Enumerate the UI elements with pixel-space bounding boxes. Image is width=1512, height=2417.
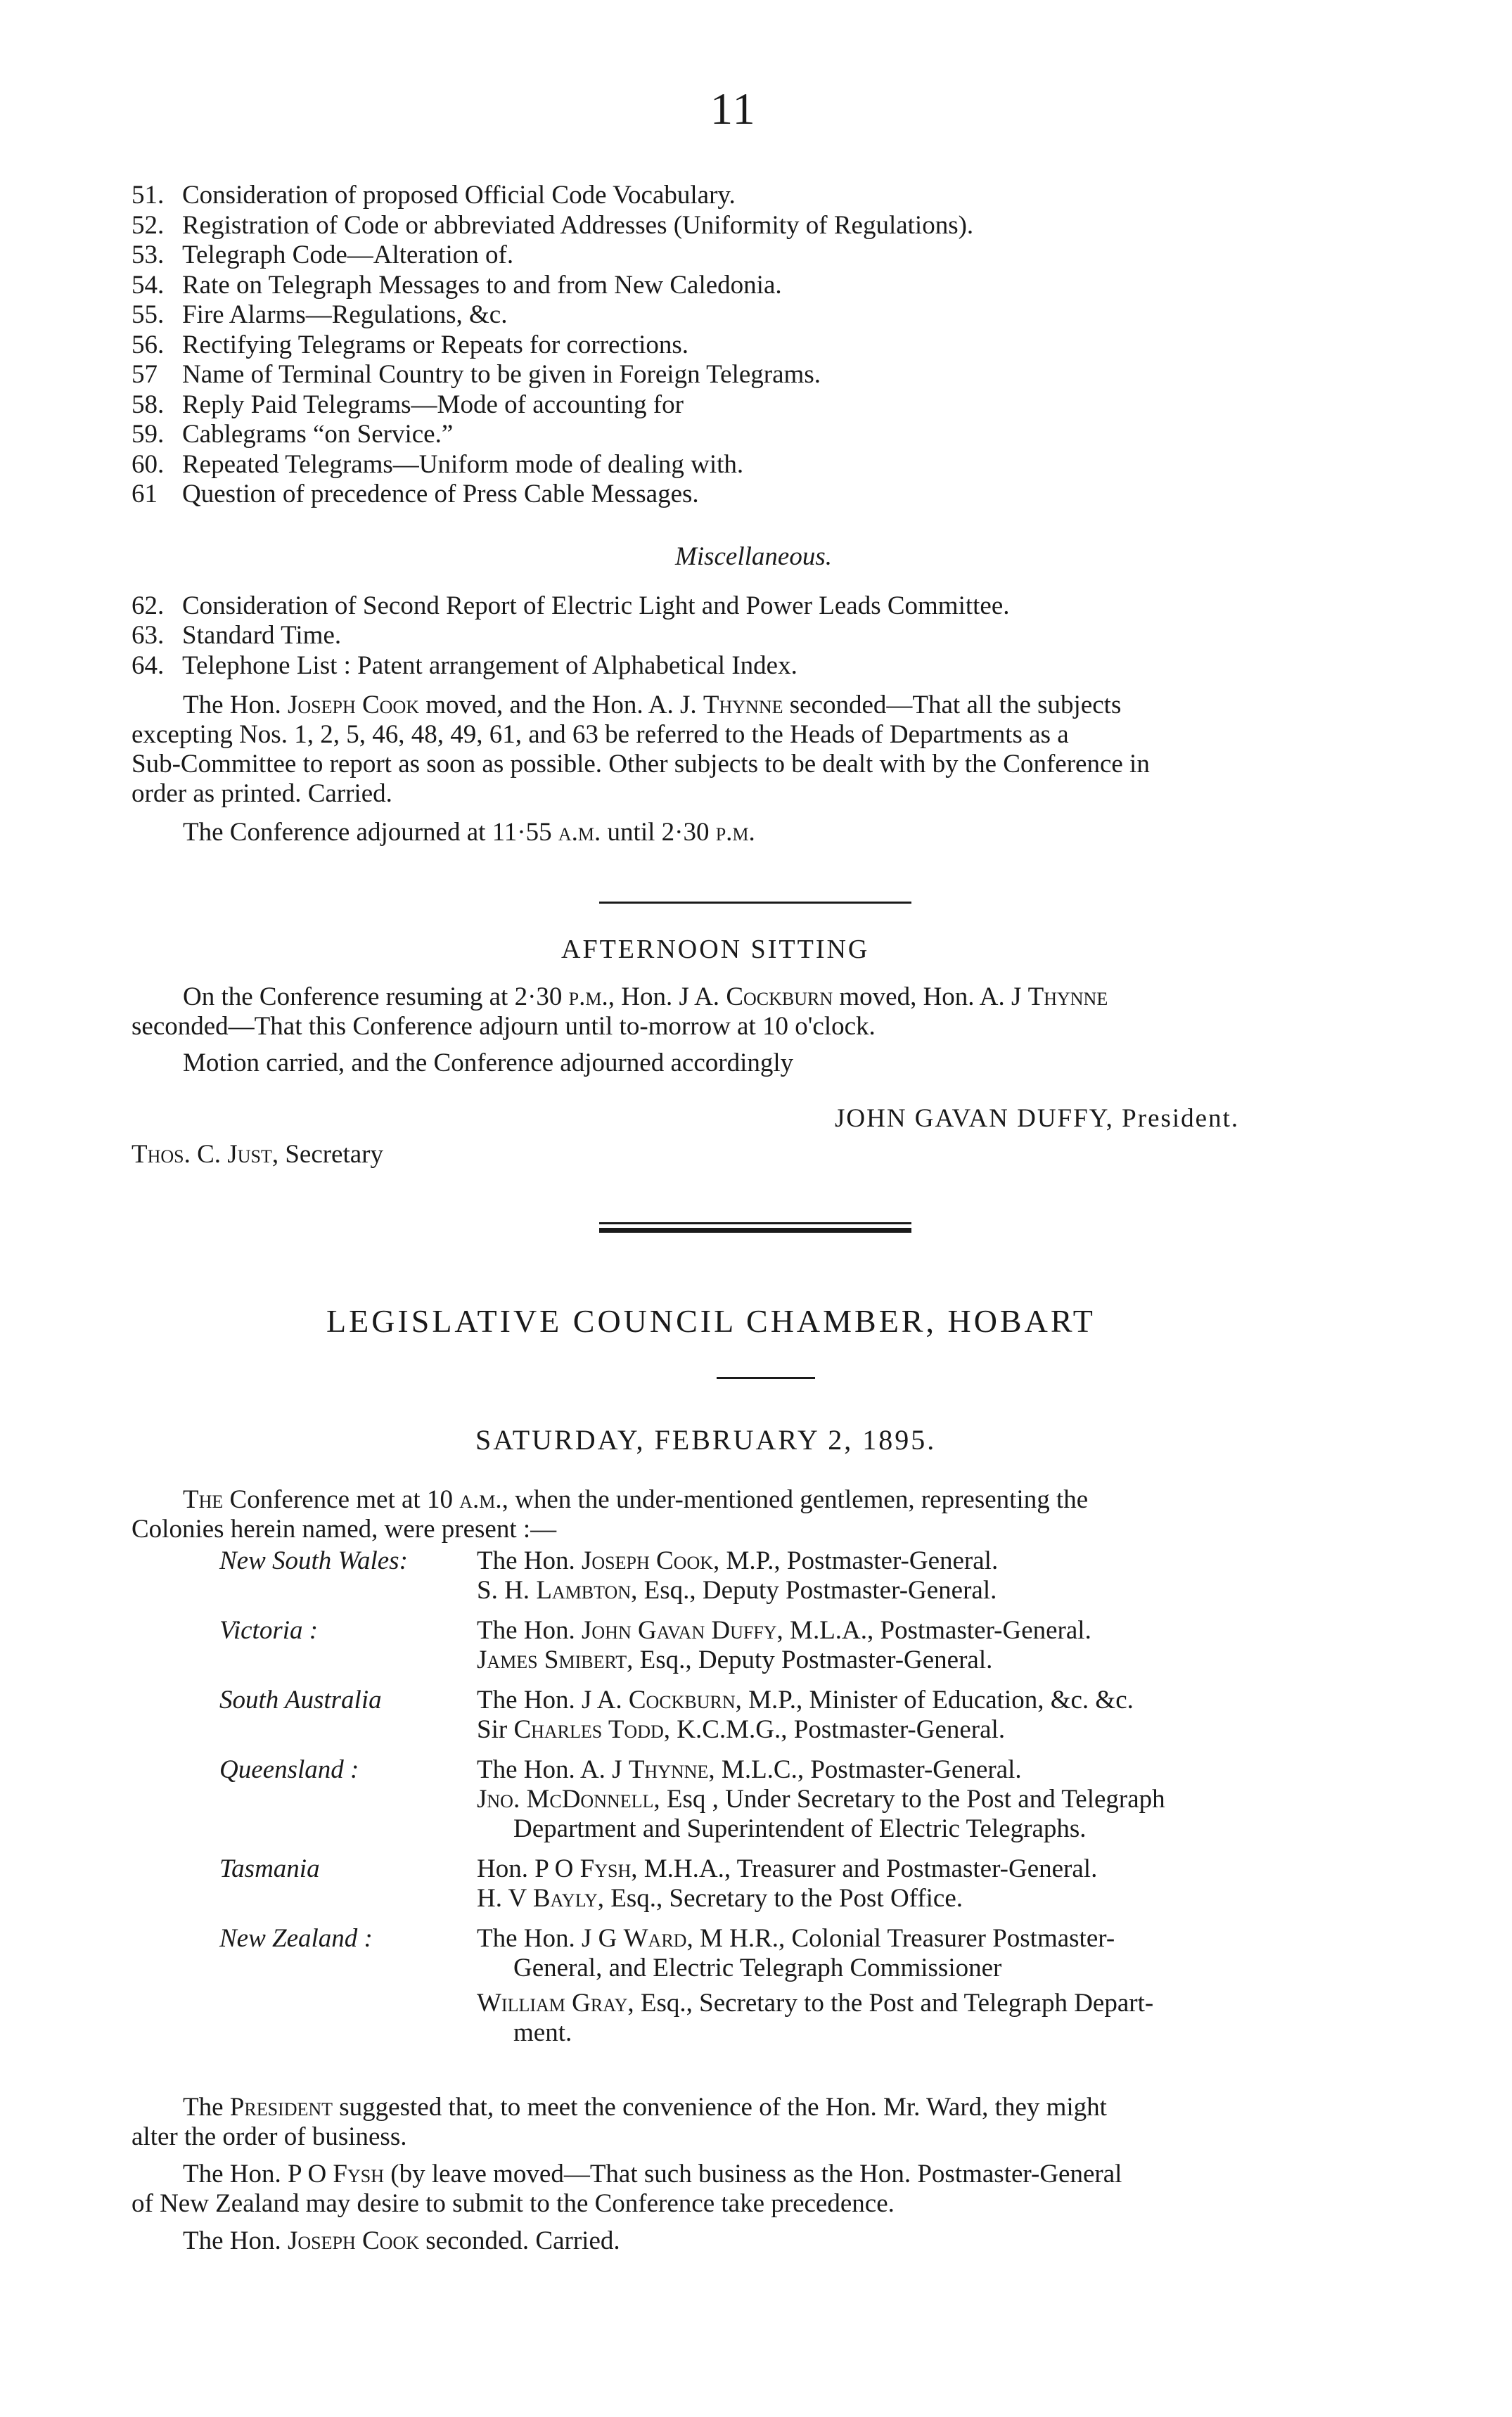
secretary-signature: Thos. C. Just, Secretary (132, 1140, 384, 1169)
colony-label: Tasmania (219, 1854, 320, 1883)
page-number: 11 (710, 84, 757, 134)
delegate-line: The Hon. Joseph Cook, M.P., Postmaster-General. (477, 1546, 999, 1575)
delegate-line: Hon. P O Fysh, M.H.A., Treasurer and Postmaster-General. (477, 1854, 1098, 1883)
delegate-line: H. V Bayly, Esq., Secretary to the Post Office. (477, 1884, 963, 1913)
paragraph-line: The Hon. Joseph Cook moved, and the Hon. A. J. Thynne seconded—That all the subjects (183, 691, 1122, 719)
opening-line: The Conference met at 10 a.m., when the under-mentioned gentlemen, representing the (183, 1485, 1089, 1514)
short-divider (717, 1377, 815, 1379)
date-heading: SATURDAY, FEBRUARY 2, 1895. (475, 1424, 937, 1456)
delegate-line: The Hon. J A. Cockburn, M.P., Minister of Education, &c. &c. (477, 1686, 1134, 1714)
colony-label: New Zealand : (219, 1924, 373, 1953)
delegate-line: James Smibert, Esq., Deputy Postmaster-General. (477, 1646, 993, 1674)
afternoon-line: On the Conference resuming at 2·30 p.m., Hon. J A. Cockburn moved, Hon. A. J Thynne (183, 982, 1108, 1011)
miscellaneous-heading: Miscellaneous. (675, 542, 832, 571)
colony-label: South Australia (219, 1686, 382, 1714)
delegate-line: The Hon. John Gavan Duffy, M.L.A., Postmaster-General. (477, 1616, 1091, 1645)
chamber-heading: LEGISLATIVE COUNCIL CHAMBER, HOBART (326, 1303, 1096, 1339)
president-signature: JOHN GAVAN DUFFY, President. (835, 1104, 1240, 1133)
delegate-line: S. H. Lambton, Esq., Deputy Postmaster-General. (477, 1576, 997, 1605)
colony-label: Victoria : (219, 1616, 319, 1645)
afternoon-line: Motion carried, and the Conference adjourned accordingly (183, 1049, 794, 1077)
closing-line: The President suggested that, to meet the convenience of the Hon. Mr. Ward, they might (183, 2093, 1107, 2122)
double-rule-bottom (599, 1228, 911, 1233)
delegate-line: Sir Charles Todd, K.C.M.G., Postmaster-General. (477, 1715, 1006, 1744)
delegate-line: William Gray, Esq., Secretary to the Post and Telegraph Depart- (477, 1989, 1154, 2018)
section-divider (599, 902, 911, 904)
colony-label: New South Wales: (219, 1546, 408, 1575)
delegate-line: ment. (513, 2018, 572, 2047)
adjournment-line: The Conference adjourned at 11·55 a.m. until 2·30 p.m. (183, 818, 755, 847)
delegate-line: The Hon. A. J Thynne, M.L.C., Postmaster-General. (477, 1755, 1022, 1784)
delegate-line: Department and Superintendent of Electric Telegraphs. (513, 1814, 1087, 1843)
colony-label: Queensland : (219, 1755, 359, 1784)
double-rule-top (599, 1222, 911, 1224)
closing-line: of New Zealand may desire to submit to the Conference take precedence. (132, 2189, 895, 2218)
paragraph-line: order as printed. Carried. (132, 779, 392, 808)
opening-line: Colonies herein named, were present :— (132, 1515, 557, 1544)
closing-line: alter the order of business. (132, 2122, 407, 2151)
closing-line: The Hon. Joseph Cook seconded. Carried. (183, 2226, 620, 2255)
paragraph-line: Sub-Committee to report as soon as possible. Other subjects to be dealt with by the Conference in (132, 750, 1150, 778)
afternoon-sitting-heading: AFTERNOON SITTING (561, 935, 870, 964)
afternoon-line: seconded—That this Conference adjourn until to-morrow at 10 o'clock. (132, 1012, 876, 1041)
delegate-line: The Hon. J G Ward, M H.R., Colonial Treasurer Postmaster- (477, 1924, 1115, 1953)
document-page: 11 51. Consideration of proposed Official Code Vocabulary. 52. Registration of Code or abbreviated Addresses (Uniformity of Regulations). 53. Telegraph Code—Alteration of. 54. Rate on Telegraph Messages to and from New Caledonia. 55. Fire Alarms—Regulations, &c. 56. Rectifying Telegrams or Repeats for corrections. 57 Name of Terminal Country to be given in Foreign Telegrams. 58. Reply Paid Telegrams—Mode of accounting for 59. Cablegrams “on Service.” 60. Repeated Telegrams—Uniform mode of dealing with. 61 Question of precedence of Press Cable Messages. Miscellaneous. 62. Consideration of Second Report of Electric Light and Power Leads Committee. 63. Standard Time. 64. Telephone List : Patent arrangement of Alphabetical Index. The Hon. Joseph Cook moved, and the Hon. A. J. Thynne seconded—That all the subjects excepting Nos. 1, 2, 5, 46, 48, 49, 61, and 63 be referred to the Heads of Departments as a Sub-Committee to report as soon as possible. Other subjects to be dealt with by the Conference in order as printed. Carried. The Conference adjourned at 11·55 a.m. until 2·30 p.m. AFTERNOON SITTING On the Conference resuming at 2·30 p.m., Hon. J A. Cockburn moved, Hon. A. J Thynne seconded—That this Conference adjourn until to-morrow at 10 o'clock. Motion carried, and the Conference adjourned accordingly JOHN GAVAN DUFFY, President. Thos. C. Just, Secretary LEGISLATIVE COUNCIL CHAMBER, HOBART SATURDAY, FEBRUARY 2, 1895. The Conference met at 10 a.m., when the under-mentioned gentlemen, representing the Colonies herein named, were present :— New South Wales: The Hon. Joseph Cook, M.P., Postmaster-General. S. H. Lambton, Esq., Deputy Postmaster-General. Victoria : The Hon. John Gavan Duffy, M.L.A., Postmaster-General. James Smibert, Esq., Deputy Postmaster-General. South Australia The Hon. J A. Cockburn, M.P., Minister of Education, &c. &c. Sir Charles Todd, K.C.M.G., Postmaster-General. Queensland : The Hon. A. J Thynne, M.L.C., Postmaster-General. Jno. McDonnell, Esq , Under Secretary to the Post and Telegraph Department and Superintendent of Electric Telegraphs. Tasmania Hon. P O Fysh, M.H.A., Treasurer and Postmaster-General. H. V Bayly, Esq., Secretary to the Post Office. New Zealand : The Hon. J G Ward, M H.R., Colonial Treasurer Postmaster- General, and Electric Telegraph Commissioner William Gray, Esq., Secretary to the Post and Telegraph Depart- ment. The President suggested that, to meet the convenience of the Hon. Mr. Ward, they might alter the order of business. The Hon. P O Fysh (by leave moved—That such business as the Hon. Postmaster-General of New Zealand may desire to submit to the Conference take precedence. The Hon. Joseph Cook seconded. Carried. (132, 84, 1240, 2255)
closing-line: The Hon. P O Fysh (by leave moved—That such business as the Hon. Postmaster-General (183, 2160, 1122, 2188)
delegate-line: General, and Electric Telegraph Commissioner (513, 1954, 1002, 1982)
delegate-line: Jno. McDonnell, Esq , Under Secretary to the Post and Telegraph (477, 1785, 1165, 1814)
paragraph-line: excepting Nos. 1, 2, 5, 46, 48, 49, 61, and 63 be referred to the Heads of Departments as a (132, 720, 1069, 749)
